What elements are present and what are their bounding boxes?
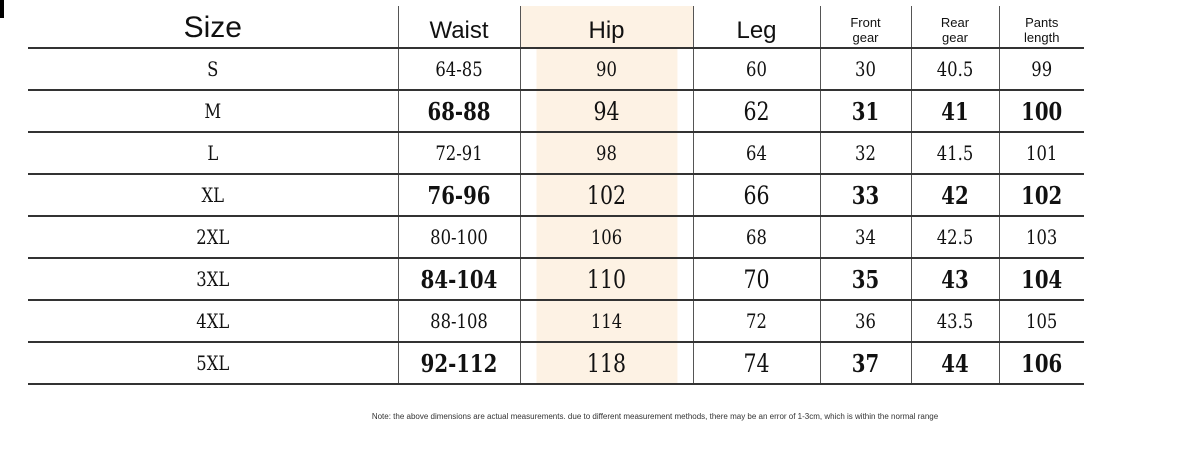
cell-size: 5XL — [61, 342, 364, 384]
table-row — [28, 342, 1084, 384]
cell-front-gear: 34 — [828, 216, 903, 258]
cell-leg: 70 — [704, 258, 808, 300]
cell-rear-gear: 42 — [919, 174, 991, 216]
size-chart-table — [28, 6, 1084, 385]
cell-pants-length: 105 — [1007, 300, 1077, 342]
cell-rear-gear: 42.5 — [919, 216, 991, 258]
cell-front-gear: 35 — [828, 258, 903, 300]
table-row — [28, 300, 1084, 342]
cell-leg: 74 — [704, 342, 808, 384]
cell-pants-length: 99 — [1007, 48, 1077, 90]
cell-pants-length: 101 — [1007, 132, 1077, 174]
cell-leg: 64 — [704, 132, 808, 174]
cell-front-gear: 32 — [828, 132, 903, 174]
cell-waist: 68-88 — [409, 90, 509, 132]
cell-hip: 106 — [536, 216, 678, 258]
cell-size: 3XL — [61, 258, 364, 300]
cell-hip: 102 — [536, 174, 678, 216]
cell-waist: 76-96 — [409, 174, 509, 216]
cell-hip: 110 — [536, 258, 678, 300]
cell-hip: 98 — [536, 132, 678, 174]
table-row — [28, 90, 1084, 132]
cell-waist: 88-108 — [409, 300, 509, 342]
cell-size: L — [61, 132, 364, 174]
cell-waist: 80-100 — [409, 216, 509, 258]
cell-size: M — [61, 90, 364, 132]
cell-rear-gear: 41 — [919, 90, 991, 132]
cell-front-gear: 33 — [828, 174, 903, 216]
cell-hip: 90 — [536, 48, 678, 90]
cell-size: 2XL — [61, 216, 364, 258]
cell-pants-length: 100 — [1007, 90, 1077, 132]
table-row — [28, 258, 1084, 300]
cell-rear-gear: 41.5 — [919, 132, 991, 174]
cell-pants-length: 103 — [1007, 216, 1077, 258]
cell-waist: 84-104 — [409, 258, 509, 300]
cell-hip: 114 — [536, 300, 678, 342]
cell-rear-gear: 44 — [919, 342, 991, 384]
header-rear-gear: Rear gear — [911, 6, 999, 48]
header-row — [28, 6, 1084, 48]
cell-rear-gear: 43.5 — [919, 300, 991, 342]
header-leg: Leg — [693, 6, 820, 48]
cell-leg: 62 — [704, 90, 808, 132]
corner-mark — [0, 0, 4, 18]
cell-front-gear: 36 — [828, 300, 903, 342]
table-row — [28, 132, 1084, 174]
cell-leg: 60 — [704, 48, 808, 90]
cell-leg: 68 — [704, 216, 808, 258]
table-row — [28, 48, 1084, 90]
header-size: Size — [183, 11, 242, 44]
measurement-note: Note: the above dimensions are actual measurements. due to different measurement methods, there may be an error of 1-3cm, which is within the normal range — [371, 412, 939, 421]
cell-pants-length: 102 — [1007, 174, 1077, 216]
cell-rear-gear: 40.5 — [919, 48, 991, 90]
header-hip: Hip — [520, 6, 693, 48]
cell-hip: 118 — [536, 342, 678, 384]
cell-size: XL — [61, 174, 364, 216]
cell-leg: 72 — [704, 300, 808, 342]
cell-front-gear: 30 — [828, 48, 903, 90]
cell-size: 4XL — [61, 300, 364, 342]
cell-waist: 64-85 — [409, 48, 509, 90]
cell-hip: 94 — [536, 90, 678, 132]
header-front-gear: Front gear — [820, 6, 911, 48]
cell-waist: 92-112 — [409, 342, 509, 384]
cell-front-gear: 31 — [828, 90, 903, 132]
header-pants-length: Pants length — [999, 6, 1084, 48]
cell-waist: 72-91 — [409, 132, 509, 174]
cell-front-gear: 37 — [828, 342, 903, 384]
cell-pants-length: 104 — [1007, 258, 1077, 300]
cell-leg: 66 — [704, 174, 808, 216]
cell-rear-gear: 43 — [919, 258, 991, 300]
table-row — [28, 216, 1084, 258]
header-waist: Waist — [398, 6, 520, 48]
cell-size: S — [61, 48, 364, 90]
table-row — [28, 174, 1084, 216]
cell-pants-length: 106 — [1007, 342, 1077, 384]
